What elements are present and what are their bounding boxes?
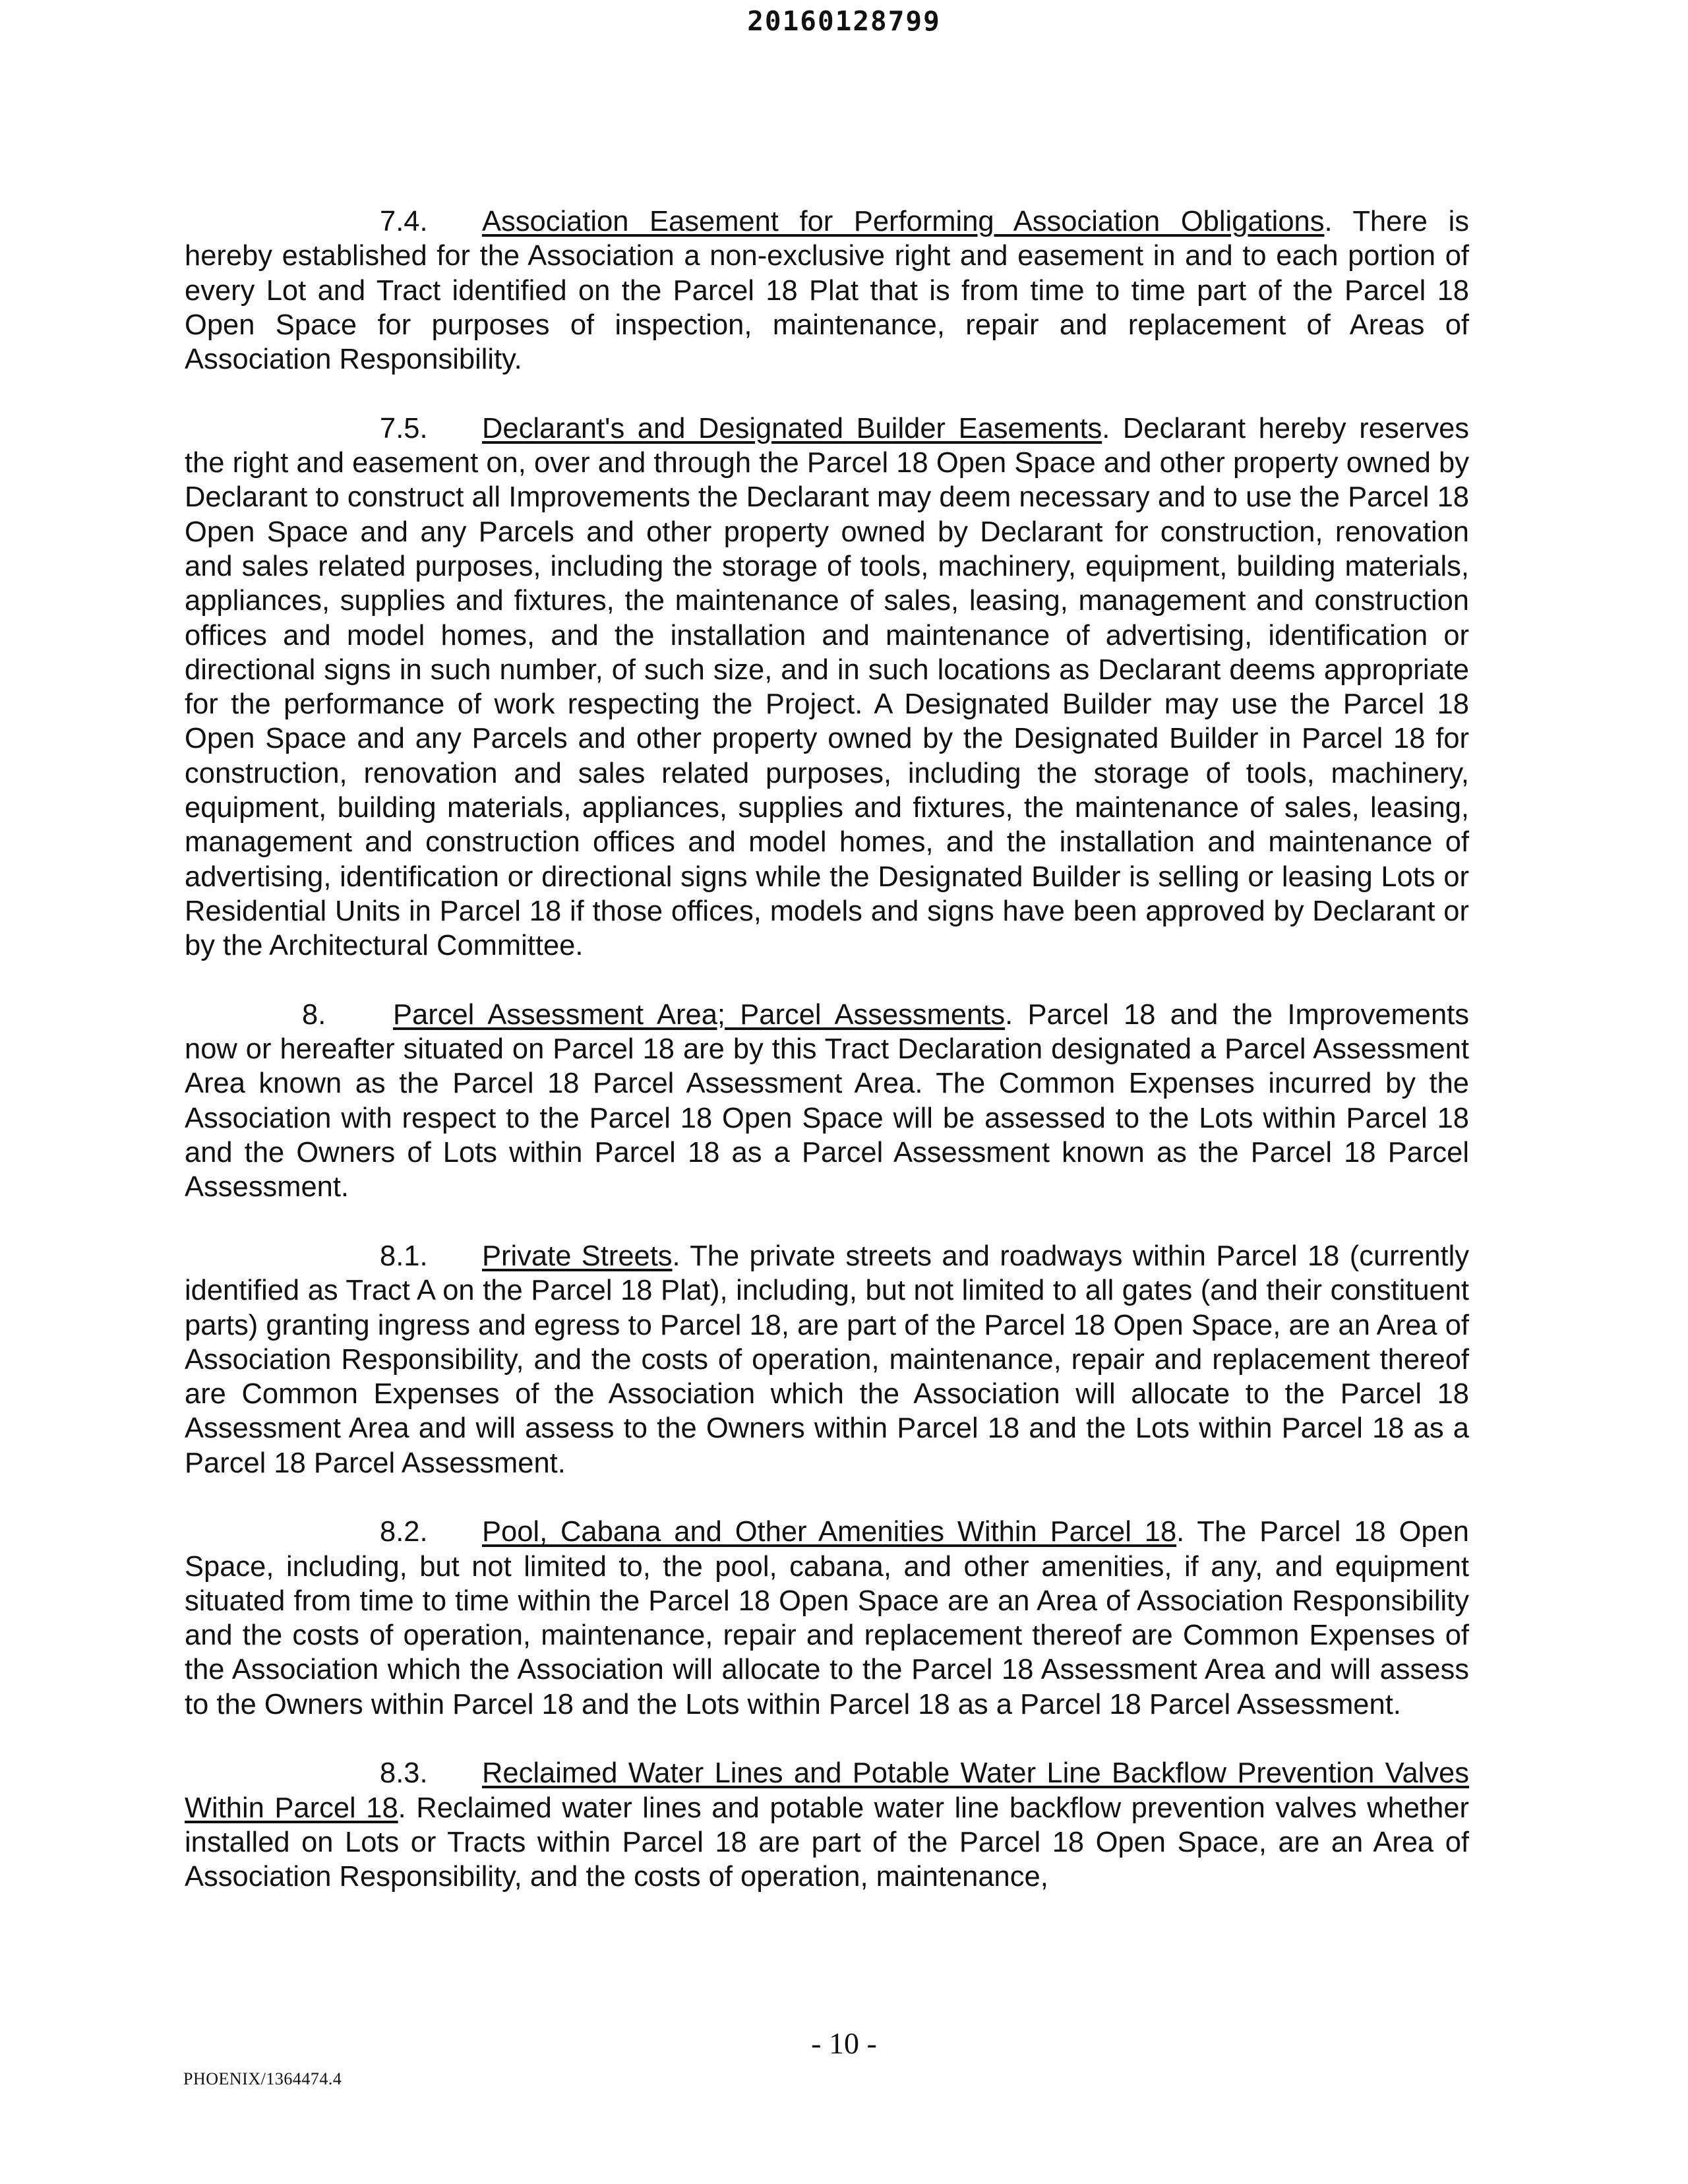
section-8: 8. Parcel Assessment Area; Parcel Assessments. Parcel 18 and the Improvements now or hereafter situated on Parcel 18 are by this Tract Declaration designated a Parcel Assessment Area known as the Parcel 18 Parcel Assessment Area. The Common Expenses incurred by the Association with respect to the Parcel 18 Open Space will be assessed to the Lots within Parcel 18 and the Owners of Lots within Parcel 18 as a Parcel Assessment known as the Parcel 18 Parcel Assessment. <box>185 998 1470 1203</box>
section-heading: Association Easement for Performing Association Obligations <box>482 206 1325 237</box>
section-heading: Pool, Cabana and Other Amenities Within Parcel 18 <box>482 1516 1177 1548</box>
section-text: Declarant hereby reserves the right and easement on, over and through the Parcel 18 Open Space and other property owned by Declarant to construct all Improvements the Declarant may deem necessary and to use the Parcel 18 Open Space and any Parcels and other property owned by Declarant for construction, renovation and sales related purposes, including the storage of tools, machinery, equipment, building materials, appliances, supplies and fixtures, the maintenance of sales, leasing, management and construction offices and model homes, and the installation and maintenance of advertising, identification or directional signs in such number, of such size, and in such locations as Declarant deems appropriate for the performance of work respecting the Project. A Designated Builder may use the Parcel 18 Open Space and any Parcels and other property owned by the Designated Builder in Parcel 18 for construction, renovation and sales related purposes, including the storage of tools, machinery, equipment, building materials, appliances, supplies and fixtures, the maintenance of sales, leasing, management and construction offices and model homes, and the installation and maintenance of advertising, identification or directional signs while the Designated Builder is selling or leasing Lots or Residential Units in Parcel 18 if those offices, models and signs have been approved by Declarant or by the Architectural Committee. <box>185 412 1470 962</box>
section-text: Parcel 18 and the Improvements now or hereafter situated on Parcel 18 are by this Tract Declaration designated a Parcel Assessment Area known as the Parcel 18 Parcel Assessment Area. The Common Expenses incurred by the Association with respect to the Parcel 18 Open Space will be assessed to the Lots within Parcel 18 and the Owners of Lots within Parcel 18 as a Parcel Assessment known as the Parcel 18 Parcel Assessment. <box>185 998 1470 1203</box>
section-8-3: 8.3. Reclaimed Water Lines and Potable Water Line Backflow Prevention Valves Within Parcel 18. Reclaimed water lines and potable water line backflow prevention valves whether installed on Lots or Tracts within Parcel 18 are part of the Parcel 18 Open Space, are an Area of Association Responsibility, and the costs of operation, maintenance, <box>185 1757 1469 1893</box>
section-number: 8. <box>302 998 326 1031</box>
section-7-5: 7.5. Declarant's and Designated Builder Easements. Declarant hereby reserves the right and easement on, over and through the Parcel 18 Open Space and other property owned by Declarant to construct all Improvements the Declarant may deem necessary and to use the Parcel 18 Open Space and any Parcels and other property owned by Declarant for construction, renovation and sales related purposes, including the storage of tools, machinery, equipment, building materials, appliances, supplies and fixtures, the maintenance of sales, leasing, management and construction offices and model homes, and the installation and maintenance of advertising, identification or directional signs in such number, of such size, and in such locations as Declarant deems appropriate for the performance of work respecting the Project. A Designated Builder may use the Parcel 18 Open Space and any Parcels and other property owned by the Designated Builder in Parcel 18 for construction, renovation and sales related purposes, including the storage of tools, machinery, equipment, building materials, appliances, supplies and fixtures, the maintenance of sales, leasing, management and construction offices and model homes, and the installation and maintenance of advertising, identification or directional signs while the Designated Builder is selling or leasing Lots or Residential Units in Parcel 18 if those offices, models and signs have been approved by Declarant or by the Architectural Committee. <box>185 412 1470 962</box>
recording-number: 20160128799 <box>747 5 941 37</box>
section-text: There is hereby established for the Association a non-exclusive right and easement in and to each portion of every Lot and Tract identified on the Parcel 18 Plat that is from time to time part of the Parcel 18 Open Space for purposes of inspection, maintenance, repair and replacement of Areas of Association Responsibility. <box>185 206 1470 376</box>
section-number: 8.2. <box>380 1516 428 1548</box>
section-text: The Parcel 18 Open Space, including, but not limited to, the pool, cabana, and other amenities, if any, and equipment situated from time to time within the Parcel 18 Open Space are an Area of Association Responsibility and the costs of operation, maintenance, repair and replacement thereof are Common Expenses of the Association which the Association will allocate to the Parcel 18 Assessment Area and will assess to the Owners within Parcel 18 and the Lots within Parcel 18 as a Parcel 18 Parcel Assessment. <box>185 1516 1470 1720</box>
section-heading: Declarant's and Designated Builder Easements <box>482 412 1102 444</box>
section-8-1: 8.1. Private Streets. The private streets and roadways within Parcel 18 (currently identified as Tract A on the Parcel 18 Plat), including, but not limited to all gates (and their constituent parts) granting ingress and egress to Parcel 18, are part of the Parcel 18 Open Space, are an Area of Association Responsibility, and the costs of operation, maintenance, repair and replacement thereof are Common Expenses of the Association which the Association will allocate to the Parcel 18 Assessment Area and will assess to the Owners within Parcel 18 and the Lots within Parcel 18 as a Parcel 18 Parcel Assessment. <box>185 1240 1469 1479</box>
section-number: 8.3. <box>380 1757 428 1790</box>
section-heading: Reclaimed Water Lines and Potable Water Line Backflow Prevention Valves Within Parcel 18 <box>185 1757 1469 1824</box>
document-id: PHOENIX/1364474.4 <box>183 2069 342 2088</box>
section-heading: Parcel Assessment Area; Parcel Assessments <box>393 998 1006 1031</box>
section-8-2: 8.2. Pool, Cabana and Other Amenities Within Parcel 18. The Parcel 18 Open Space, including, but not limited to, the pool, cabana, and other amenities, if any, and equipment situated from time to time within the Parcel 18 Open Space are an Area of Association Responsibility and the costs of operation, maintenance, repair and replacement thereof are Common Expenses of the Association which the Association will allocate to the Parcel 18 Assessment Area and will assess to the Owners within Parcel 18 and the Lots within Parcel 18 as a Parcel 18 Parcel Assessment. <box>185 1516 1470 1720</box>
section-number: 7.4. <box>380 206 428 237</box>
document-body <box>185 204 1469 1929</box>
section-7-4: 7.4. Association Easement for Performing Association Obligations. There is hereby established for the Association a non-exclusive right and easement in and to each portion of every Lot and Tract identified on the Parcel 18 Plat that is from time to time part of the Parcel 18 Open Space for purposes of inspection, maintenance, repair and replacement of Areas of Association Responsibility. <box>185 206 1470 376</box>
section-number: 8.1. <box>380 1240 428 1272</box>
section-number: 7.5. <box>380 412 428 444</box>
section-heading: Private Streets <box>482 1240 673 1272</box>
section-text: The private streets and roadways within Parcel 18 (currently identified as Tract A on the Parcel 18 Plat), including, but not limited to all gates (and their constituent parts) granting ingress and egress to Parcel 18, are part of the Parcel 18 Open Space, are an Area of Association Responsibility, and the costs of operation, maintenance, repair and replacement thereof are Common Expenses of the Association which the Association will allocate to the Parcel 18 Assessment Area and will assess to the Owners within Parcel 18 and the Lots within Parcel 18 as a Parcel 18 Parcel Assessment. <box>185 1240 1469 1479</box>
section-text: Reclaimed water lines and potable water line backflow prevention valves whether installed on Lots or Tracts within Parcel 18 are part of the Parcel 18 Open Space, are an Area of Association Responsibility, and the costs of operation, maintenance, <box>185 1792 1469 1893</box>
page-number: - 10 - <box>811 2026 877 2060</box>
